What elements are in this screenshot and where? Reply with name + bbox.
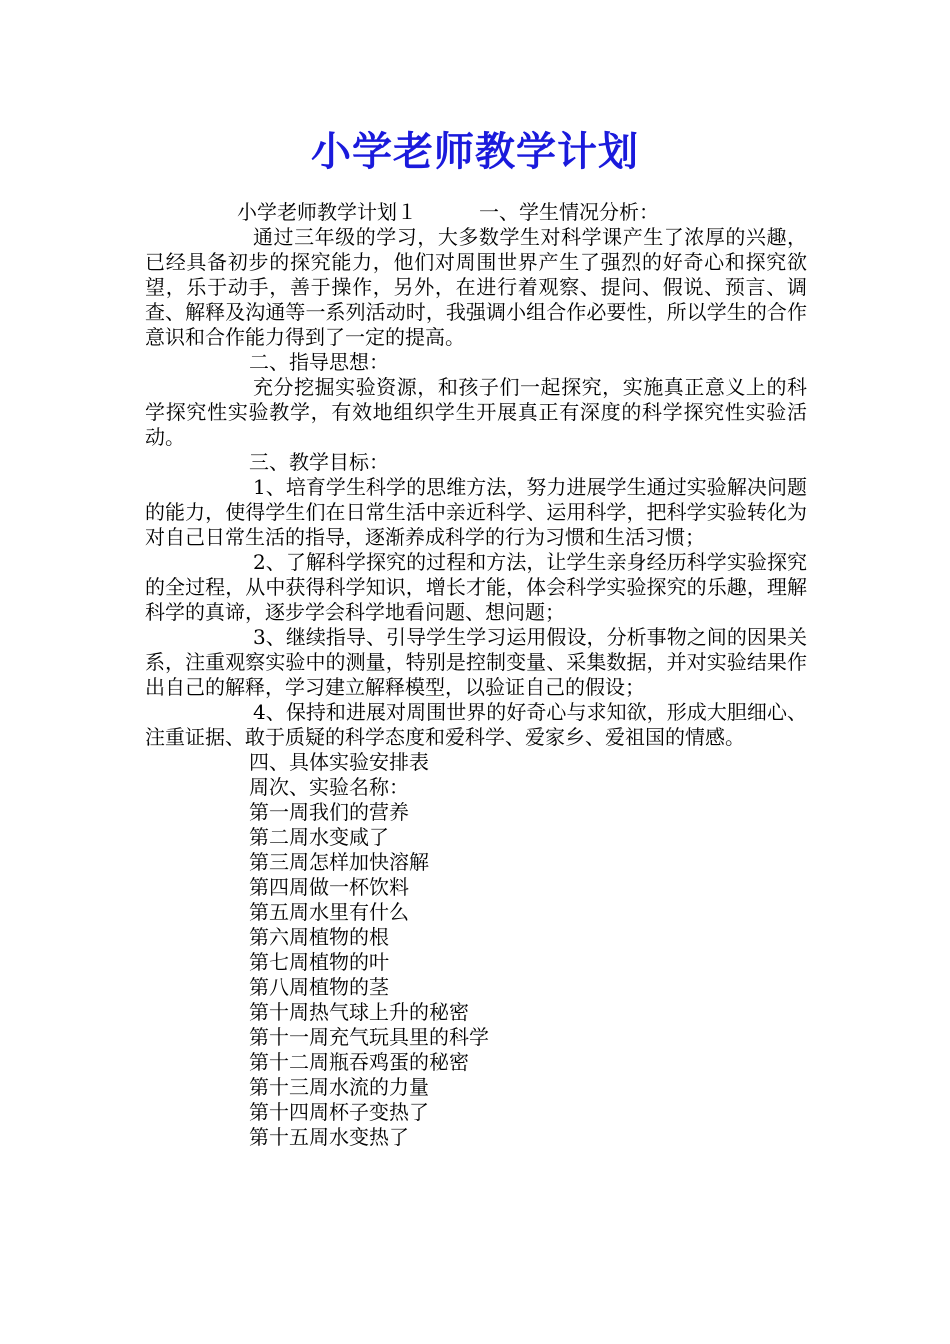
section1-heading: 一、学生情况分析： [479, 200, 659, 224]
section3-heading: 三、教学目标： [249, 450, 389, 474]
schedule-item: 第十五周水变热了 [249, 1125, 409, 1149]
document-title: 小学老师教学计划 [311, 128, 639, 175]
intro-line [145, 200, 807, 225]
schedule-item: 第三周怎样加快溶解 [249, 850, 429, 874]
schedule-item: 第十四周杯子变热了 [249, 1100, 429, 1124]
section2-paragraph: 充分挖掘实验资源，和孩子们一起探究，实施真正意义上的科学探究性实验教学，有效地组织学生开展真正有深度的科学探究性实验活动。 [145, 375, 807, 449]
schedule-item: 第十二周瓶吞鸡蛋的秘密 [249, 1050, 469, 1074]
schedule-item: 第七周植物的叶 [249, 950, 389, 974]
section1-paragraph: 通过三年级的学习，大多数学生对科学课产生了浓厚的兴趣，已经具备初步的探究能力，他们对周围世界产生了强烈的好奇心和探究欲望，乐于动手，善于操作，另外，在进行着观察、提问、假说、预言、调查、解释及沟通等一系列活动时，我强调小组合作必要性，所以学生的合作意识和合作能力得到了一定的提高。 [145, 225, 807, 349]
goal-item: 2、了解科学探究的过程和方法，让学生亲身经历科学实验探究的全过程，从中获得科学知识，增长才能，体会科学实验探究的乐趣，理解科学的真谛，逐步学会科学地看问题、想问题； [145, 550, 807, 624]
schedule-item: 第五周水里有什么 [249, 900, 409, 924]
goal-item: 4、保持和进展对周围世界的好奇心与求知欲，形成大胆细心、注重证据、敢于质疑的科学态度和爱科学、爱家乡、爱祖国的情感。 [145, 700, 807, 749]
goal-item: 3、继续指导、引导学生学习运用假设，分析事物之间的因果关系，注重观察实验中的测量，特别是控制变量、采集数据，并对实验结果作出自己的解释，学习建立解释模型，以验证自己的假设； [145, 625, 807, 699]
schedule-item: 第四周做一杯饮料 [249, 875, 409, 899]
schedule-item: 第一周我们的营养 [249, 800, 409, 824]
section2-heading: 二、指导思想： [249, 350, 389, 374]
schedule-item: 第十周热气球上升的秘密 [249, 1000, 469, 1024]
schedule-header: 周次、实验名称： [249, 775, 409, 799]
document-body [145, 200, 807, 1150]
schedule-item: 第十三周水流的力量 [249, 1075, 429, 1099]
schedule-item: 第八周植物的茎 [249, 975, 389, 999]
schedule-item: 第二周水变咸了 [249, 825, 389, 849]
schedule-item: 第六周植物的根 [249, 925, 389, 949]
section4-heading: 四、具体实验安排表 [249, 750, 429, 774]
schedule-item: 第十一周充气玩具里的科学 [249, 1025, 489, 1049]
goal-item: 1、培育学生科学的思维方法，努力进展学生通过实验解决问题的能力，使得学生们在日常生活中亲近科学、运用科学，把科学实验转化为对自己日常生活的指导，逐渐养成科学的行为习惯和生活习惯； [145, 475, 807, 549]
intro-label: 小学老师教学计划１ [237, 200, 417, 224]
